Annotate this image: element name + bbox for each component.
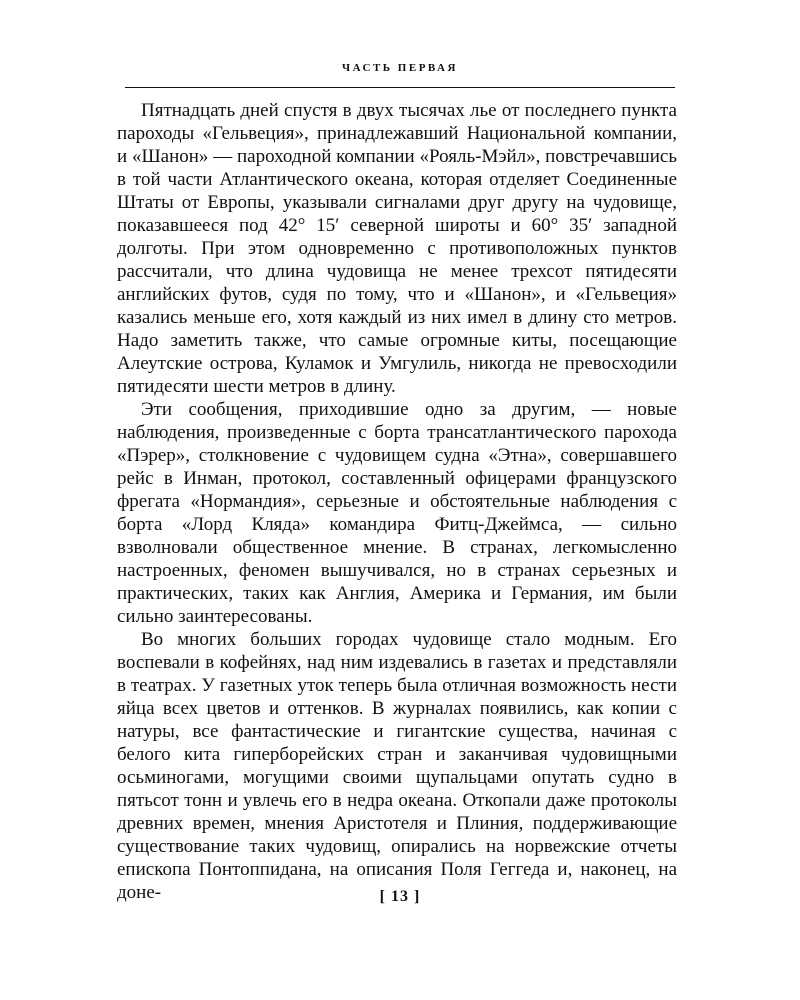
page-number: [ 13 ] (379, 888, 421, 905)
body-text (117, 99, 677, 904)
paragraph: Пятнадцать дней спустя в двух тысячах лье от последнего пункта пароходы «Гельвеция», принадлежавший Национальной компании, и «Шанон» — пароходной компании «Рояль-Мэйл», повстречавшись в той части Атлантического океана, которая отделяет Соединенные Штаты от Европы, указывали сигналами друг другу на чудовище, показавшееся под 42° 15′ северной широты и 60° 35′ западной долготы. При этом одновременно с противоположных пунктов рассчитали, что длина чудовища не менее трехсот пятидесяти английских футов, судя по тому, что и «Шанон», и «Гельвеция» казались меньше его, хотя каждый из них имел в длину сто метров. Надо заметить также, что самые огромные киты, посещающие Алеутские острова, Куламок и Умгулиль, никогда не превосходили пятидесяти шести метров в длину. (117, 100, 677, 397)
paragraph: Эти сообщения, приходившие одно за другим, — новые наблюдения, произведенные с борта трансатлантического парохода «Пэрер», столкновение с чудовищем судна «Этна», совершавшего рейс в Инман, протокол, составленный офицерами французского фрегата «Нормандия», серьезные и обстоятельные наблюдения с борта «Лорд Кляда» командира Фитц-Джеймса, — сильно взволновали общественное мнение. В странах, легкомысленно настроенных, феномен вышучивался, но в странах серьезных и практических, таких как Англия, Америка и Германия, им были сильно заинтересованы. (117, 399, 677, 627)
header-rule (125, 87, 675, 88)
running-head-title: ЧАСТЬ ПЕРВАЯ (342, 62, 458, 74)
paragraph: Во многих больших городах чудовище стало модным. Его воспевали в кофейнях, над ним издевались в газетах и представляли в театрах. У газетных уток теперь была отличная возможность нести яйца всех цветов и оттенков. В журналах появились, как копии с натуры, все фантастические и гигантские существа, начиная с белого кита гиперборейских стран и заканчивая чудовищными осьминогами, могущими своими щупальцами опутать судно в пятьсот тонн и увлечь его в недра океана. Откопали даже протоколы древних времен, мнения Аристотеля и Плиния, поддерживающие существование таких чудовищ, опирались на норвежские отчеты епископа Понтоппидана, на описания Поля Геггеда и, наконец, на доне- (117, 629, 677, 903)
